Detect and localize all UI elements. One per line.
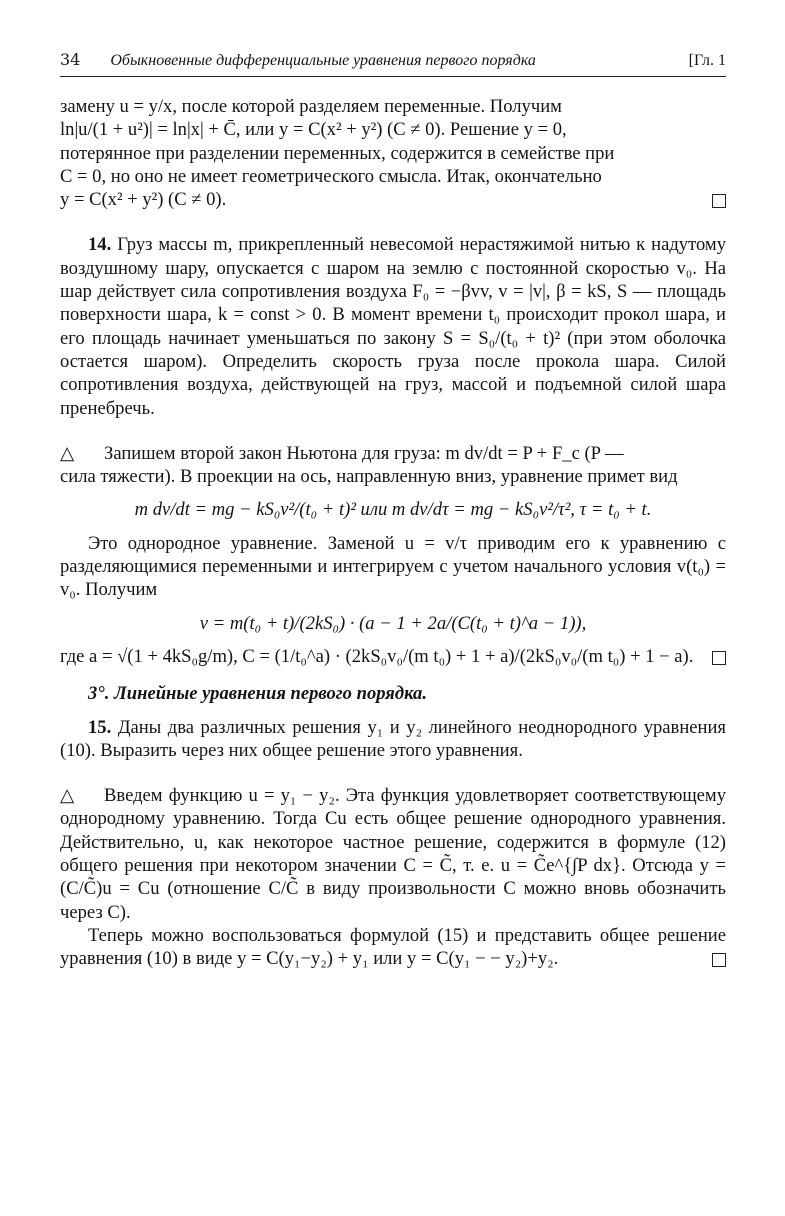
equation-2: v = m(t₀ + t)/(2kS₀) · (a − 1 + 2a/(C(t₀ + t)^a − 1)), [199, 612, 587, 634]
problem-14-text: Груз массы m, прикрепленный невесомой нерастяжимой нитью к надутому воздушному шару, опускается с шаром на землю с постоянной скоростью v₀. На шар действует сила сопротивления воздуха F₀ = −βvv, v = |v|, β = kS, S — площадь поверхности шара, k = const > 0. В момент времени t₀ происходит прокол шара, и его площадь начинает уменьшаться по закону S = S₀/(t₀ + t)² (при этом оболочка остается шаром). Определить скорость груза после прокола шара. Силой сопротивления воздуха, действующей на груз, массой и подъемной силой шара пренебречь. [60, 234, 726, 419]
solution-14-where: где a = √(1 + 4kS₀g/m), C = (1/t₀^a) · (2kS₀v₀/(m t₀) + 1 + a)/(2kS₀v₀/(m t₀) + 1 − a). [60, 645, 726, 668]
chapter-label: [Гл. 1 [688, 52, 726, 69]
top-line-1: замену u = y/x, после которой разделяем переменные. Получим [60, 96, 562, 117]
top-line-5-text: y = C(x² + y²) (C ≠ 0). [60, 189, 227, 211]
page-body [60, 95, 726, 971]
problem-14-number: 14. [88, 234, 112, 256]
solution-15-para1: △ Введем функцию u = y₁ − y₂. Эта функция удовлетворяет соответствующему однородному уравнению. Тогда Cu есть общее решение однородного уравнения. Действительно, u, как некоторое частное решение, содержится в формуле (12) общего решения при некотором значении C = C̃, т. е. u = C̃e^{∫P dx}. Отсюда y = (C/C̃)u = Cu (отношение C/C̃ в виду произвольности C можно вновь обозначить через C). [60, 785, 726, 923]
top-line-5 [60, 188, 726, 211]
running-header [60, 50, 726, 77]
top-line-4: C = 0, но оно не имеет геометрического смысла. Итак, окончательно [60, 165, 602, 187]
solution-14-line1: △ Запишем второй закон Ньютона для груза: m dv/dt = P + F_c (P — [60, 442, 624, 464]
qed-box [712, 651, 726, 665]
running-title: Обыкновенные дифференциальные уравнения первого порядка [110, 52, 536, 69]
top-line-2: ln|u/(1 + u²)| = ln|x| + C̄, или y = C(x² + y²) (C ≠ 0). Решение y = 0, [60, 119, 567, 141]
problem-15-text: Даны два различных решения y₁ и y₂ линейного неоднородного уравнения (10). Выразить через них общее решение этого уравнения. [60, 716, 726, 761]
equation-1: m dv/dt = mg − kS₀v²/(t₀ + t)² или m dv/dτ = mg − kS₀v²/τ², τ = t₀ + t. [134, 499, 652, 521]
page [60, 50, 726, 971]
solution-14-para2: Это однородное уравнение. Заменой u = v/τ приводим его к уравнению с разделяющимися переменными и интегрируем с учетом начального условия v(t₀) = v₀. Получим [60, 532, 726, 601]
problem-15 [60, 716, 726, 763]
triangle-icon: △ [60, 442, 75, 464]
qed-box [712, 194, 726, 208]
section-heading: 3°. Линейные уравнения первого порядка. [88, 683, 427, 705]
page-number: 34 [60, 50, 81, 69]
top-line-3: потерянное при разделении переменных, содержится в семействе при [60, 142, 615, 164]
triangle-icon: △ [60, 785, 75, 807]
problem-14 [60, 233, 726, 419]
problem-15-number: 15. [88, 716, 112, 738]
solution-15-para2: Теперь можно воспользоваться формулой (15) и представить общее решение уравнения (10) в виде y = C(y₁−y₂) + y₁ или y = C(y₁ − − y₂)+y₂. [60, 924, 726, 970]
qed-box [712, 953, 726, 967]
solution-14-line2: сила тяжести). В проекции на ось, направленную вниз, уравнение примет вид [60, 466, 678, 488]
